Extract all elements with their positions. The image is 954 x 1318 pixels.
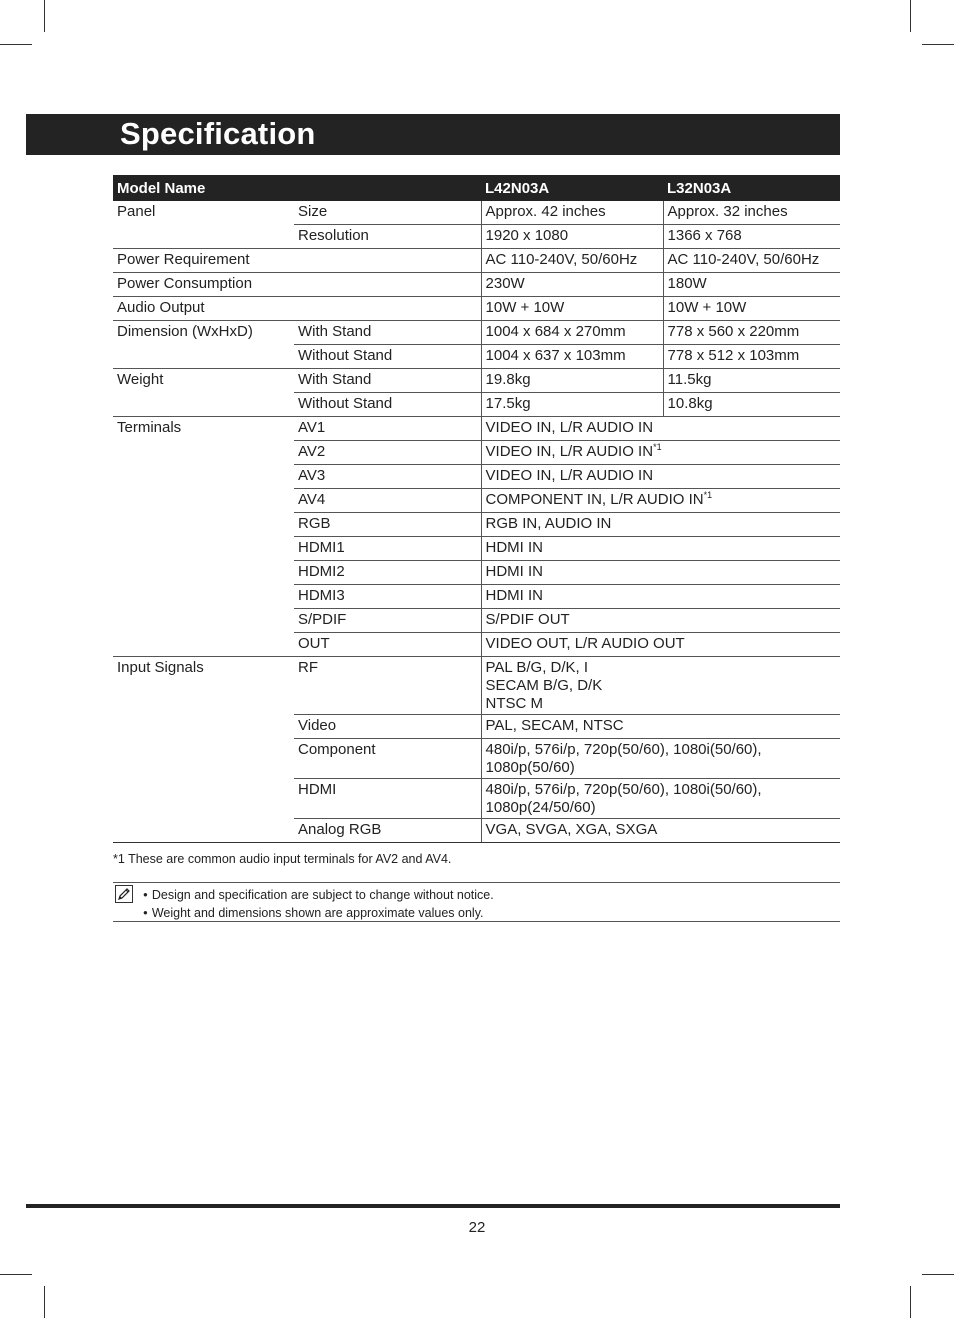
sub-label: S/PDIF bbox=[294, 609, 481, 633]
title-bar bbox=[26, 114, 840, 155]
value-cell bbox=[481, 739, 840, 779]
sub-label: With Stand bbox=[294, 321, 481, 345]
value-line: 480i/p, 576i/p, 720p(50/60), 1080i(50/60), bbox=[485, 781, 762, 798]
page-number: 22 bbox=[468, 1219, 486, 1236]
value-cell: 778 x 512 x 103mm bbox=[663, 345, 840, 369]
value-cell: Approx. 42 inches bbox=[481, 201, 663, 225]
sub-label: AV1 bbox=[294, 417, 481, 441]
value-line: 1080p(24/50/60) bbox=[485, 799, 596, 816]
crop-mark bbox=[910, 0, 911, 32]
value-cell: HDMI IN bbox=[481, 537, 840, 561]
footer-rule bbox=[26, 1204, 840, 1208]
row-label: Audio Output bbox=[113, 297, 481, 321]
sub-label: RGB bbox=[294, 513, 481, 537]
value-text: COMPONENT IN, L/R AUDIO IN bbox=[485, 491, 704, 508]
row-label: Dimension (WxHxD) bbox=[113, 321, 294, 369]
row-label: Weight bbox=[113, 369, 294, 417]
value-cell: VIDEO IN, L/R AUDIO IN bbox=[481, 465, 840, 489]
value-cell: VIDEO IN, L/R AUDIO IN bbox=[481, 417, 840, 441]
value-line: 1080p(50/60) bbox=[485, 759, 575, 776]
value-cell: 180W bbox=[663, 273, 840, 297]
sub-label: HDMI1 bbox=[294, 537, 481, 561]
table-row bbox=[113, 201, 840, 225]
crop-mark bbox=[922, 1274, 954, 1275]
header-model-name: Model Name bbox=[113, 175, 481, 201]
value-cell: HDMI IN bbox=[481, 585, 840, 609]
header-model-1: L42N03A bbox=[481, 175, 663, 201]
sub-label: HDMI3 bbox=[294, 585, 481, 609]
sub-label: Component bbox=[294, 739, 481, 779]
footnote-ref: *1 bbox=[703, 490, 713, 500]
value-cell: VIDEO OUT, L/R AUDIO OUT bbox=[481, 633, 840, 657]
value-cell: Approx. 32 inches bbox=[663, 201, 840, 225]
row-label: Power Requirement bbox=[113, 249, 481, 273]
value-cell: AC 110-240V, 50/60Hz bbox=[663, 249, 840, 273]
value-cell: 230W bbox=[481, 273, 663, 297]
table-header-row bbox=[113, 175, 840, 201]
crop-mark bbox=[44, 1286, 45, 1318]
value-cell: 10W + 10W bbox=[663, 297, 840, 321]
sub-label: RF bbox=[294, 657, 481, 715]
crop-mark bbox=[910, 1286, 911, 1318]
value-cell: VGA, SVGA, XGA, SXGA bbox=[481, 819, 840, 843]
table-row bbox=[113, 417, 840, 441]
sub-label: AV2 bbox=[294, 441, 481, 465]
value-cell bbox=[481, 657, 840, 715]
row-label: Input Signals bbox=[113, 657, 294, 843]
table-row bbox=[113, 249, 840, 273]
sub-label: Resolution bbox=[294, 225, 481, 249]
table-row bbox=[113, 657, 840, 715]
crop-mark bbox=[0, 1274, 32, 1275]
table-row bbox=[113, 273, 840, 297]
header-model-2: L32N03A bbox=[663, 175, 840, 201]
value-cell: 1920 x 1080 bbox=[481, 225, 663, 249]
page-title: Specification bbox=[120, 116, 316, 151]
value-cell: PAL, SECAM, NTSC bbox=[481, 715, 840, 739]
sub-label: Video bbox=[294, 715, 481, 739]
sub-label: Without Stand bbox=[294, 393, 481, 417]
value-line: NTSC M bbox=[485, 695, 544, 712]
footnote: *1 These are common audio input terminals for AV2 and AV4. bbox=[113, 852, 452, 866]
value-cell: 1366 x 768 bbox=[663, 225, 840, 249]
notes-box bbox=[113, 882, 840, 922]
value-line: SECAM B/G, D/K bbox=[485, 677, 603, 694]
sub-label: HDMI2 bbox=[294, 561, 481, 585]
note-item: ● Design and specification are subject to change without notice. bbox=[143, 887, 494, 905]
value-cell: RGB IN, AUDIO IN bbox=[481, 513, 840, 537]
sub-label: With Stand bbox=[294, 369, 481, 393]
sub-label: AV3 bbox=[294, 465, 481, 489]
table-row bbox=[113, 321, 840, 345]
row-label: Power Consumption bbox=[113, 273, 481, 297]
crop-mark bbox=[922, 44, 954, 45]
crop-mark bbox=[0, 44, 32, 45]
value-cell: HDMI IN bbox=[481, 561, 840, 585]
value-cell: AC 110-240V, 50/60Hz bbox=[481, 249, 663, 273]
sub-label: Size bbox=[294, 201, 481, 225]
value-cell: 778 x 560 x 220mm bbox=[663, 321, 840, 345]
value-cell bbox=[481, 489, 840, 513]
value-line: 480i/p, 576i/p, 720p(50/60), 1080i(50/60), bbox=[485, 741, 762, 758]
footnote-ref: *1 bbox=[653, 442, 662, 452]
table-row bbox=[113, 297, 840, 321]
value-cell: 1004 x 637 x 103mm bbox=[481, 345, 663, 369]
value-cell: S/PDIF OUT bbox=[481, 609, 840, 633]
value-cell: 10.8kg bbox=[663, 393, 840, 417]
note-item: ● Weight and dimensions shown are approximate values only. bbox=[143, 905, 494, 923]
sub-label: Without Stand bbox=[294, 345, 481, 369]
value-cell bbox=[481, 441, 840, 465]
row-label: Panel bbox=[113, 201, 294, 249]
sub-label: OUT bbox=[294, 633, 481, 657]
specification-table bbox=[113, 175, 840, 843]
value-cell: 1004 x 684 x 270mm bbox=[481, 321, 663, 345]
pencil-icon bbox=[115, 885, 133, 903]
crop-mark bbox=[44, 0, 45, 32]
sub-label: AV4 bbox=[294, 489, 481, 513]
value-cell: 17.5kg bbox=[481, 393, 663, 417]
value-cell bbox=[481, 779, 840, 819]
value-cell: 19.8kg bbox=[481, 369, 663, 393]
row-label: Terminals bbox=[113, 417, 294, 657]
table-row bbox=[113, 369, 840, 393]
notes-list bbox=[143, 887, 494, 923]
sub-label: HDMI bbox=[294, 779, 481, 819]
value-line: PAL B/G, D/K, I bbox=[485, 659, 589, 676]
value-text: VIDEO IN, L/R AUDIO IN bbox=[485, 443, 654, 460]
sub-label: Analog RGB bbox=[294, 819, 481, 843]
value-cell: 11.5kg bbox=[663, 369, 840, 393]
value-cell: 10W + 10W bbox=[481, 297, 663, 321]
